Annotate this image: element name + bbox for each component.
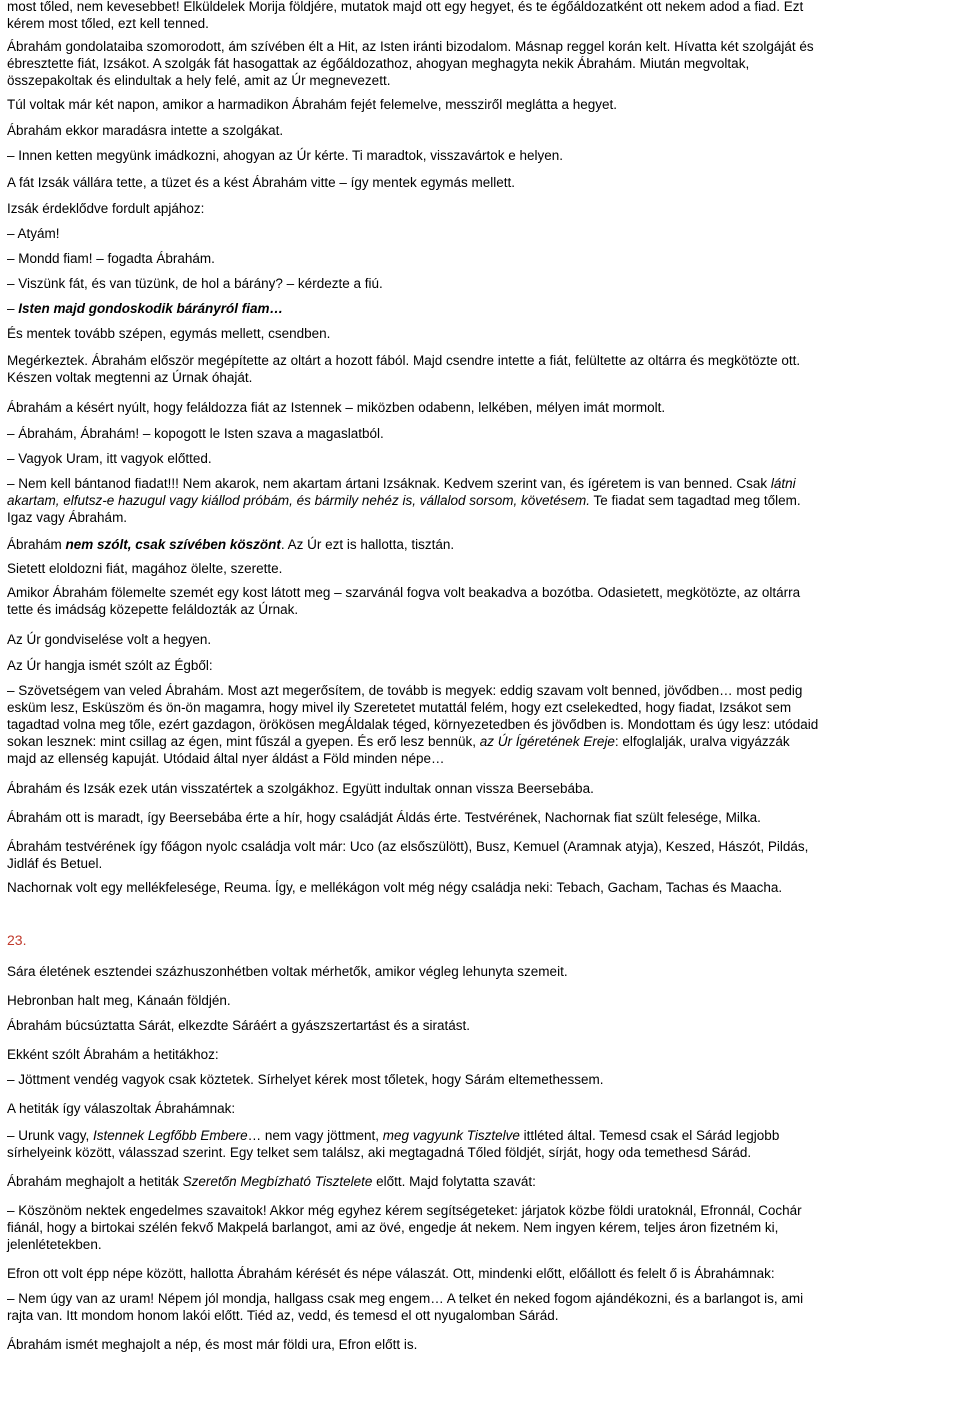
chapter-paragraph: Ábrahám meghajolt a hetiták Szeretőn Megbízható Tisztelete előtt. Majd folytatta szavát: [7,1174,536,1189]
dialog-line: És mentek tovább szépen, egymás mellett, csendben. [7,326,331,341]
paragraph-7: Ábrahám a késért nyúlt, hogy feláldozza fiát az Istennek – miközben odabenn, lelkében, mélyen imát mormolt. [7,400,666,415]
text-line: Ábrahám testvérének így főágon nyolc családja volt már: Uco (az elsőszülött), Busz, Kemuel (Aramnak atyja), Keszed, Hászót, Pildás, [7,839,809,854]
text-line: összepakoltak és elindultak a hely felé, amit az Úr megnevezett. [7,73,391,88]
paragraph-16 [7,838,957,872]
dialog-line: – Mondd fiam! – fogadta Ábrahám. [7,251,215,266]
text-line: majd az ellenség kapuját. Utódaid által nyer áldást a Föld minden népe… [7,751,445,766]
dialog-paragraph [7,1202,957,1253]
text-line: jelenlétetekben. [7,1237,102,1252]
text-line: Ábrahám gondolataiba szomorodott, ám szívében élt a Hit, az Isten iránti bizodalom. Másnap reggel korán kelt. Hívatta két szolgáját és [7,39,814,54]
paragraph-13 [7,682,957,767]
dialog-line: – Ábrahám, Ábrahám! – kopogott le Isten szava a magaslatból. [7,426,384,441]
text-line: sokan lesznek: mint csillag az égen, mint fűszál a gyepen. És erő lesz bennük, az Úr Ígéretének Ereje: elfoglalják, uralva vigyázzák [7,734,790,749]
dialog-intro: Izsák érdeklődve fordult apjához: [7,201,205,216]
chapter-paragraph: Hebronban halt meg, Kánaán földjén. [7,993,231,1008]
paragraph-17: Nachornak volt egy mellékfelesége, Reuma. Így, e mellékágon volt még négy családja neki: Tebach, Gacham, Tachas és Maacha. [7,880,783,895]
paragraph-4: – Innen ketten megyünk imádkozni, ahogyan az Úr kérte. Ti maradtok, visszavártok e helyen. [7,148,564,163]
dialog-line [7,300,957,317]
chapter-paragraph: Sára életének esztendei százhuszonhétben voltak mérhetők, amikor végleg lehunyta szemeit. [7,964,568,979]
paragraph-5: A fát Izsák vállára tette, a tüzet és a kést Ábrahám vitte – így mentek egymás mellett. [7,175,515,190]
text-line: ébresztette fiát, Izsákot. A szolgák fát hasogattak az égőáldozathoz, ahogyan meghagyta nekik Ábrahám. Miután megvoltak, [7,56,750,71]
text-line: – Nem kell bántanod fiadat!!! Nem akarok, nem akartam ártani Izsáknak. Kedvem szerint van, és ígéretem is van benned. Csak látni [7,476,796,491]
paragraph-6 [7,352,957,386]
paragraph-8: Ábrahám nem szólt, csak szívében köszönt. Az Úr ezt is hallotta, tisztán. [7,537,455,552]
paragraph-9: Sietett eloldozni fiát, magához ölelte, szerette. [7,561,283,576]
dialog-paragraph [7,475,957,526]
text-line: Jidláf és Betuel. [7,856,103,871]
chapter-paragraph: Ábrahám búcsúztatta Sárát, elkezdte Sáráért a gyászszertartást és a siratást. [7,1018,470,1033]
dialog-line: – Atyám! [7,226,60,241]
text-line: Készen voltak megtenni az Úrnak óhaját. [7,370,253,385]
text-line: tette és imádság közepette feláldozták az Úrnak. [7,602,299,617]
paragraph-1 [7,38,957,89]
text-line: – Köszönöm nektek engedelmes szavaitok! Akkor még egyhez kérem segítségeteket: járjatok közbe földi uratoknál, Efronnál, Cochár [7,1203,802,1218]
text-line: – Szövetségem van veled Ábrahám. Most azt megerősítem, de tovább is megyek: eddig szavam volt benned, jövődben… most pedig [7,683,803,698]
text-line: Amikor Ábrahám fölemelte szemét egy kost látott meg – szarvánál fogva volt beakadva a bozótba. Odasietett, megkötözte, az oltárra [7,585,801,600]
text-line: sírhelyeink között, válasszad szerint. Egy telket sem találsz, aki megtagadná Tőled földjét, sírját, hogy oda temethesd Sárád. [7,1145,752,1160]
chapter-paragraph: Ekként szólt Ábrahám a hetitákhoz: [7,1047,219,1062]
dialog-paragraph [7,1127,957,1161]
text-line: akartam, elfutsz-e hazugul vagy kiállod próbám, és bármily nehéz is, vállalod sorsom, követésem. Te fiadat sem tagadtad meg tőlem. [7,493,801,508]
dash: – [7,301,19,316]
text-line: rajta van. Itt mondom honom lakói előtt. Tiéd az, vedd, és temesd el ott nyugalomban Sárád. [7,1308,559,1323]
paragraph-12: Az Úr hangja ismét szólt az Égből: [7,658,213,673]
text-line: Megérkeztek. Ábrahám először megépítette az oltárt a hozott fából. Majd csendre intette a fiát, felültette az oltárra és megkötözte ott. [7,353,801,368]
emphasized-text: nem szólt, csak szívében köszönt [65,537,281,552]
dialog-line: – Jöttment vendég vagyok csak köztetek. Sírhelyet kérek most tőletek, hogy Sárám eltemethessem. [7,1072,604,1087]
text-line: tagadtad volna meg tőle, ezért gazdagon, örökösen megÁldalak téged, környezetedben és jövődben is. Mondottam és úgy lesz: utódaid [7,717,819,732]
text-line: most tőled, nem kevesebbet! Elküldelek Morija földjére, mutatok majd ott egy hegyet, és te égőáldozatként ott nekem adod a fiad. Ezt [7,0,804,14]
intro-paragraph [7,0,957,32]
dialog-paragraph [7,1290,957,1324]
dialog-line: – Vagyok Uram, itt vagyok előtted. [7,451,212,466]
paragraph-2: Túl voltak már két napon, amikor a harmadikon Ábrahám fejét felemelve, messziről meglátta a hegyet. [7,97,618,112]
chapter-number: 23. [7,932,27,948]
paragraph-14: Ábrahám és Izsák ezek után visszatértek a szolgákhoz. Együtt indultak onnan vissza Beersebába. [7,781,594,796]
paragraph-10 [7,584,957,618]
paragraph-11: Az Úr gondviselése volt a hegyen. [7,632,212,647]
text-line: fiánál, hogy a birtokai szélén fekvő Makpelá barlangot, ami az övé, engedje át nekem. Nem ingyen kérem, teljes áron fizetném ki, [7,1220,779,1235]
text-line: Igaz vagy Ábrahám. [7,510,128,525]
text-line: – Urunk vagy, Istennek Legfőbb Embere… nem vagy jöttment, meg vagyunk Tisztelve ittléted által. Temesd csak el Sárád legjobb [7,1128,780,1143]
paragraph-3: Ábrahám ekkor maradásra intette a szolgákat. [7,123,284,138]
chapter-paragraph: A hetiták így válaszoltak Ábrahámnak: [7,1101,236,1116]
text-line: kérem most tőled, ezt kell tenned. [7,16,209,31]
chapter-paragraph: Efron ott volt épp népe között, hallotta Ábrahám kérését és népe válaszát. Ott, mindenki előtt, előállott és felelt ő is Ábrahámnak: [7,1266,775,1281]
chapter-paragraph: Ábrahám ismét meghajolt a nép, és most már földi ura, Efron előtt is. [7,1337,418,1352]
emphasized-text: Isten majd gondoskodik bárányról fiam… [18,301,284,316]
dialog-line: – Viszünk fát, és van tüzünk, de hol a bárány? – kérdezte a fiú. [7,276,383,291]
text-line: – Nem úgy van az uram! Népem jól mondja, hallgass csak meg engem… A telket én neked fogom ajándékozni, és a barlangot is, ami [7,1291,804,1306]
text-line: esküm lesz, Esküszöm és ön-ön magamra, hogy mivel ily Szeretetet mutattál felém, hogy ezt cselekedted, hogy fiadat, Izsákot sem [7,700,792,715]
paragraph-15: Ábrahám ott is maradt, így Beersebába érte a hír, hogy családját Áldás érte. Testvérének, Nachornak fiat szült felesége, Milka. [7,810,761,825]
